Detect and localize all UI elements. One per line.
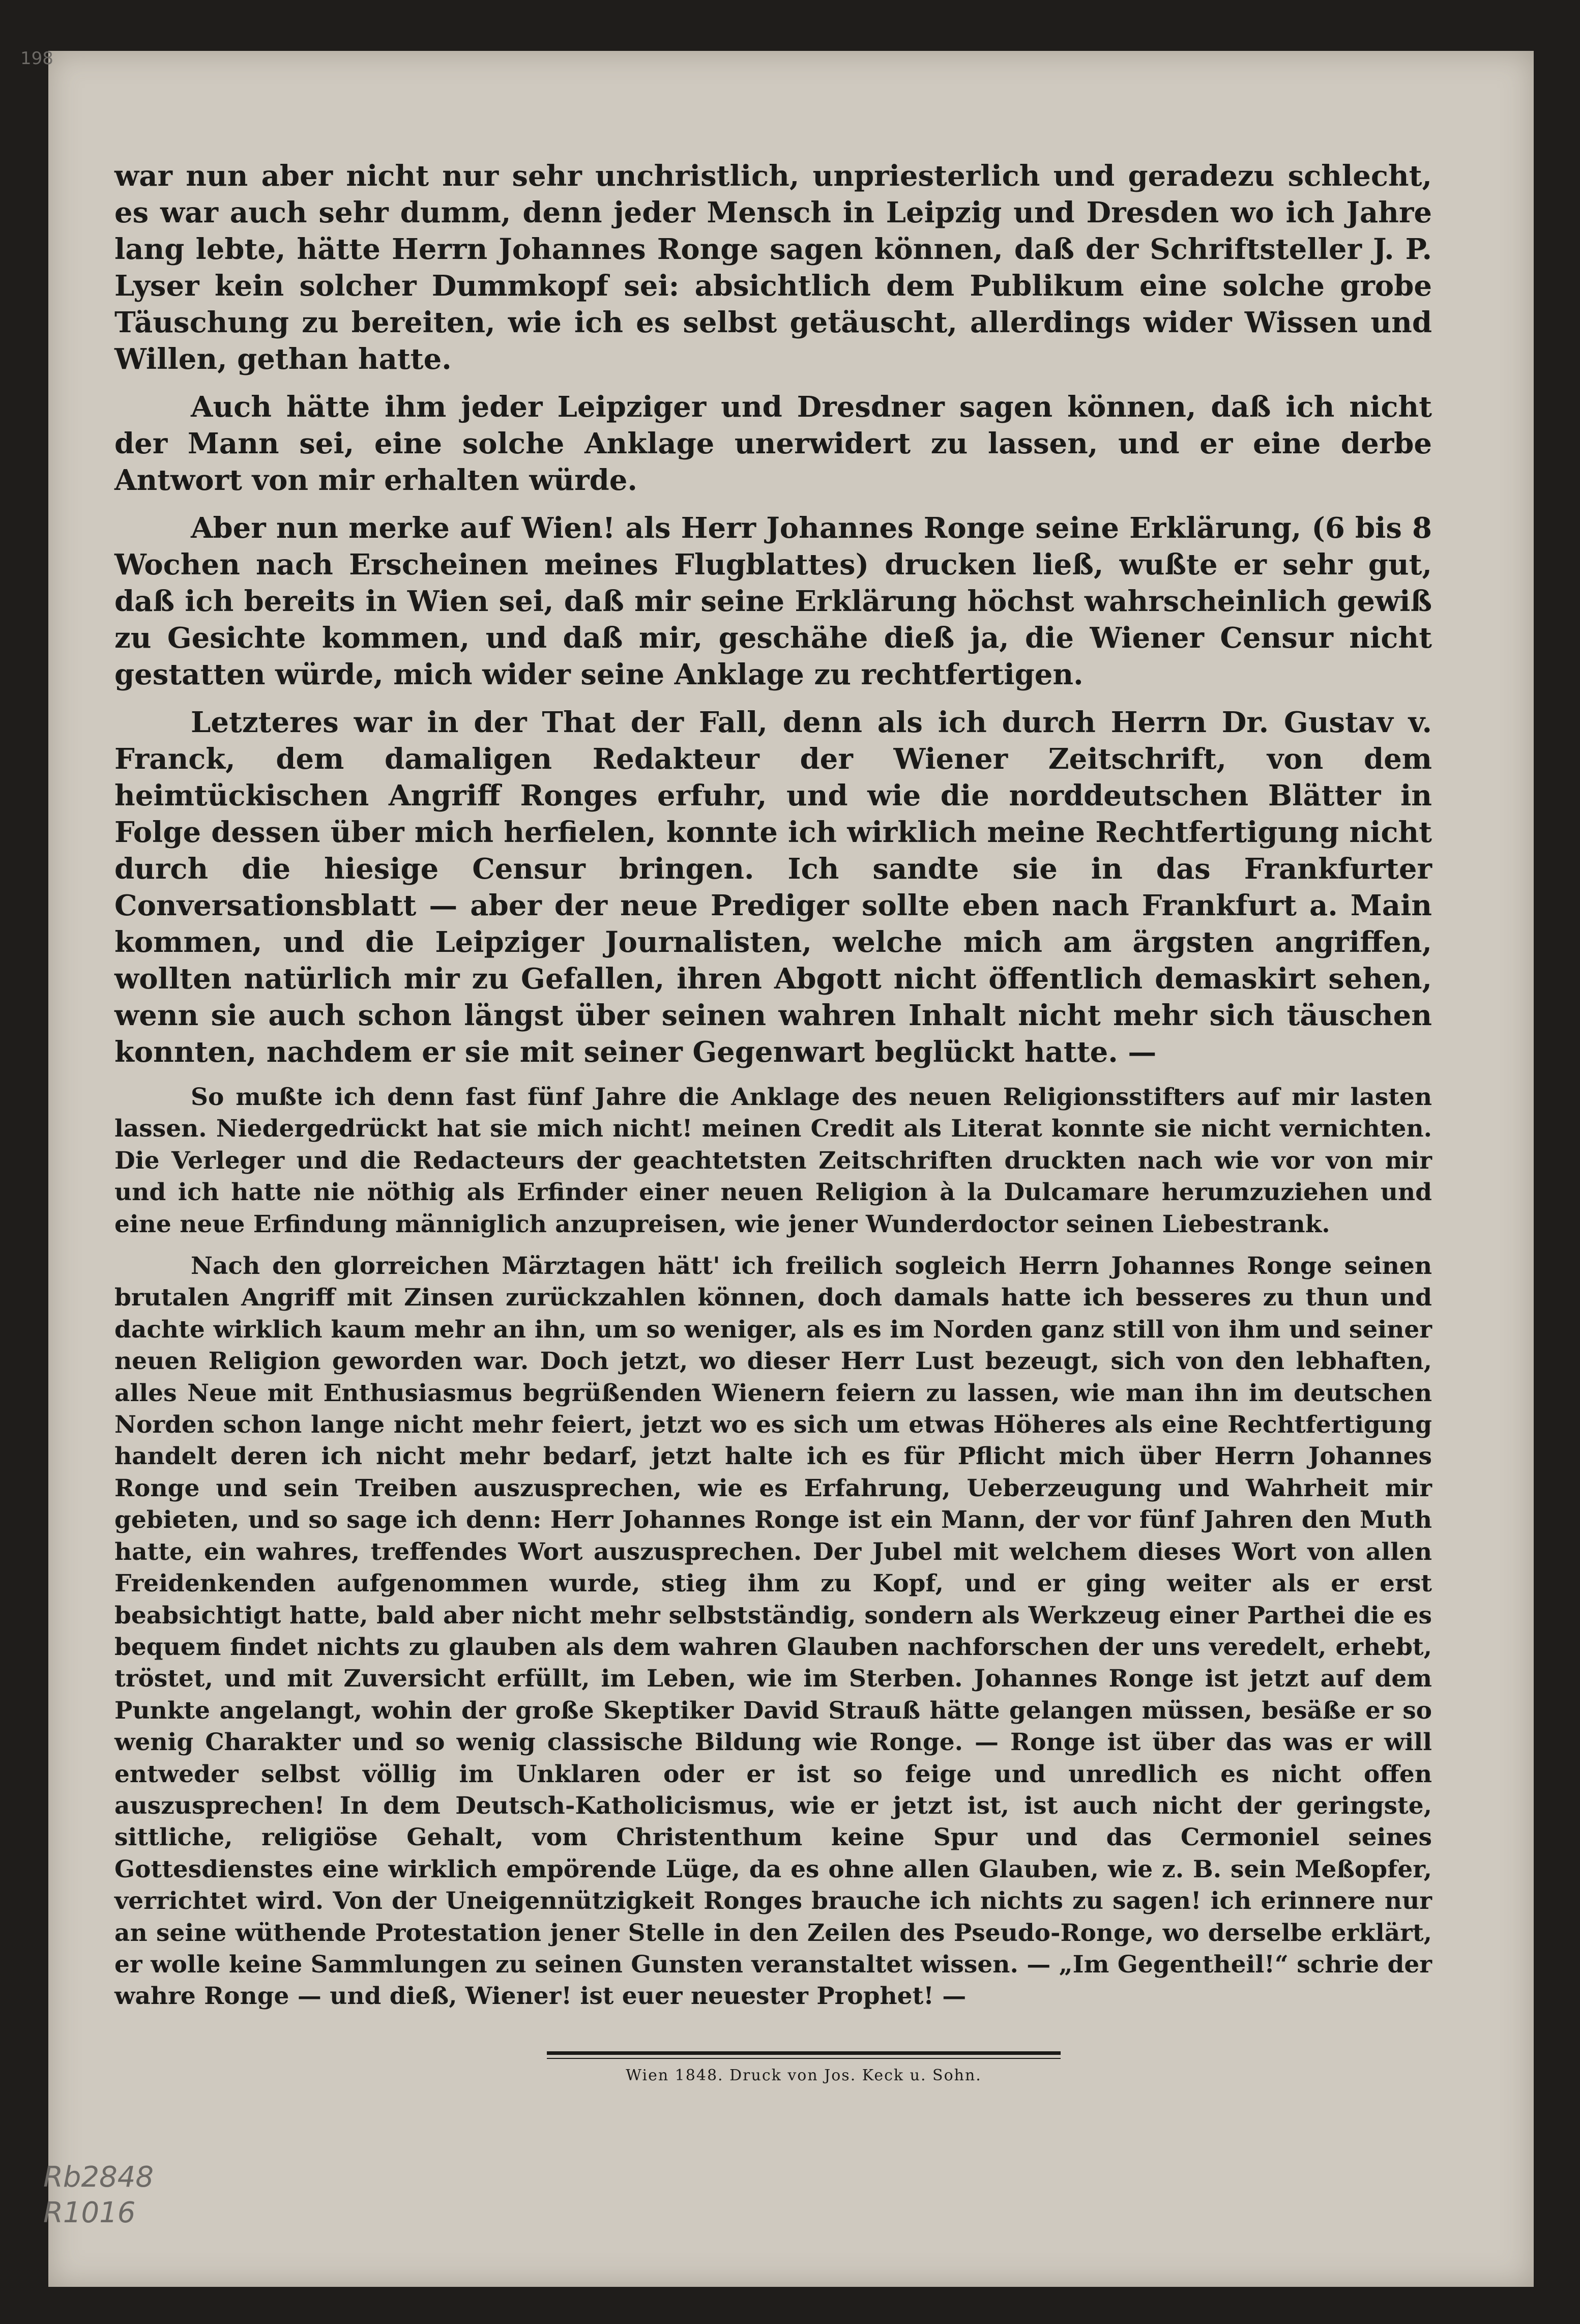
paragraph-2: Auch hätte ihm jeder Leipziger und Dresdner sagen können, daß ich nicht der Mann sei, eine solche Anklage unerwidert zu lassen, und er eine derbe Antwort von mir erhalten würde.	[114, 390, 1432, 497]
shelfmark-notes	[43, 2160, 154, 2231]
body-text	[114, 158, 1432, 2023]
paragraph-4: Letzteres war in der That der Fall, denn als ich durch Herrn Dr. Gustav v. Franck, dem damaligen Redakteur der Wiener Zeitschrift, von dem heimtückischen Angriff Ronges erfuhr, und wie die norddeutschen Blätter in Folge dessen über mich herfielen, konnte ich wirklich meine Rechtfertigung nicht durch die hiesige Censur bringen. Ich sandte sie in das Frankfurter Conversationsblatt — aber der neue Prediger sollte eben nach Frankfurt a. Main kommen, und die Leipziger Journalisten, welche mich am ärgsten angriffen, wollten natürlich mir zu Gefallen, ihren Abgott nicht öffentlich demaskirt sehen, wenn sie auch schon längst über seinen wahren Inhalt nicht mehr sich täuschen konnten, nachdem er sie mit seiner Gegenwart beglückt hatte. —	[114, 706, 1432, 1069]
paragraph-3: Aber nun merke auf Wien! als Herr Johannes Ronge seine Erklärung, (6 bis 8 Wochen nach Erscheinen meines Flugblattes) drucken ließ, wußte er sehr gut, daß ich bereits in Wien sei, daß mir seine Erklärung höchst wahrscheinlich gewiß zu Gesichte kommen, und daß mir, geschähe dieß ja, die Wiener Censur nicht gestatten würde, mich wider seine Anklage zu rechtfertigen.	[114, 511, 1432, 691]
paragraph-1: war nun aber nicht nur sehr unchristlich, unpriesterlich und geradezu schlecht, es war auch sehr dumm, denn jeder Mensch in Leipzig und Dresden wo ich Jahre lang lebte, hätte Herrn Johannes Ronge sagen können, daß der Schriftsteller J. P. Lyser kein solcher Dummkopf sei: absichtlich dem Publikum eine solche grobe Täuschung zu bereiten, wie ich es selbst getäuscht, allerdings wider Wissen und Willen, gethan hatte.	[114, 159, 1432, 376]
paragraph-5: So mußte ich denn fast fünf Jahre die Anklage des neuen Religionsstifters auf mir lasten lassen. Niedergedrückt hat sie mich nicht! meinen Credit als Literat konnte sie nicht vernichten. Die Verleger und die Redacteurs der geachtetsten Zeitschriften druckten nach wie vor von mir und ich hatte nie nöthig als Erfinder einer neuen Religion à la Dulcamare herumzuziehen und eine neue Erfindung männiglich anzupreisen, wie jener Wunderdoctor seinen Liebestrank.	[114, 1083, 1432, 1238]
shelfmark-1: Rb2848	[43, 2161, 154, 2194]
printer-imprint: Wien 1848. Druck von Jos. Keck u. Sohn.	[626, 2067, 982, 2084]
page-number: 198	[20, 48, 53, 69]
imprint-rule-thick	[547, 2051, 1061, 2055]
paragraph-6: Nach den glorreichen Märztagen hätt' ich freilich sogleich Herrn Johannes Ronge seinen brutalen Angriff mit Zinsen zurückzahlen können, doch damals hatte ich besseres zu thun und dachte wirklich kaum mehr an ihn, um so weniger, als es im Norden ganz still von ihm und seiner neuen Religion geworden war. Doch jetzt, wo dieser Herr Lust bezeugt, sich von den lebhaften, alles Neue mit Enthusiasmus begrüßenden Wienern feiern zu lassen, wie man ihn im deutschen Norden schon lange nicht mehr feiert, jetzt wo es sich um etwas Höheres als eine Rechtfertigung handelt deren ich nicht mehr bedarf, jetzt halte ich es für Pflicht mich über Herrn Johannes Ronge und sein Treiben auszusprechen, wie es Erfahrung, Ueberzeugung und Wahrheit mir gebieten, und so sage ich denn: Herr Johannes Ronge ist ein Mann, der vor fünf Jahren den Muth hatte, ein wahres, treffendes Wort auszusprechen. Der Jubel mit welchem dieses Wort von allen Freidenkenden aufgenommen wurde, stieg ihm zu Kopf, und er ging weiter als er erst beabsichtigt hatte, bald aber nicht mehr selbstständig, sondern als Werkzeug einer Parthei die es bequem findet nichts zu glauben als dem wahren Glauben nachforschen der uns veredelt, erhebt, tröstet, und mit Zuversicht erfüllt, im Leben, wie im Sterben. Johannes Ronge ist jetzt auf dem Punkte angelangt, wohin der große Skeptiker David Strauß hätte gelangen müssen, besäße er so wenig Charakter und so wenig classische Bildung wie Ronge. — Ronge ist über das was er will entweder selbst völlig im Unklaren oder er ist so feige und unredlich es nicht offen auszusprechen! In dem Deutsch-Katholicismus, wie er jetzt ist, ist auch nicht der geringste, sittliche, religiöse Gehalt, vom Christenthum keine Spur und das Cermoniel seines Gottesdienstes eine wirklich empörende Lüge, da es ohne allen Glauben, wie z. B. sein Meßopfer, verrichtet wird. Von der Uneigennützigkeit Ronges brauche ich nichts zu sagen! ich erinnere nur an seine wüthende Protestation jener Stelle in den Zeilen des Pseudo-Ronge, wo derselbe erklärt, er wolle keine Sammlungen zu seinen Gunsten veranstaltet wissen. — „Im Gegentheil!“ schrie der wahre Ronge — und dieß, Wiener! ist euer neuester Prophet! —	[114, 1252, 1432, 2011]
shelfmark-2: R1016	[43, 2196, 136, 2229]
imprint-rule-thin	[547, 2058, 1061, 2059]
